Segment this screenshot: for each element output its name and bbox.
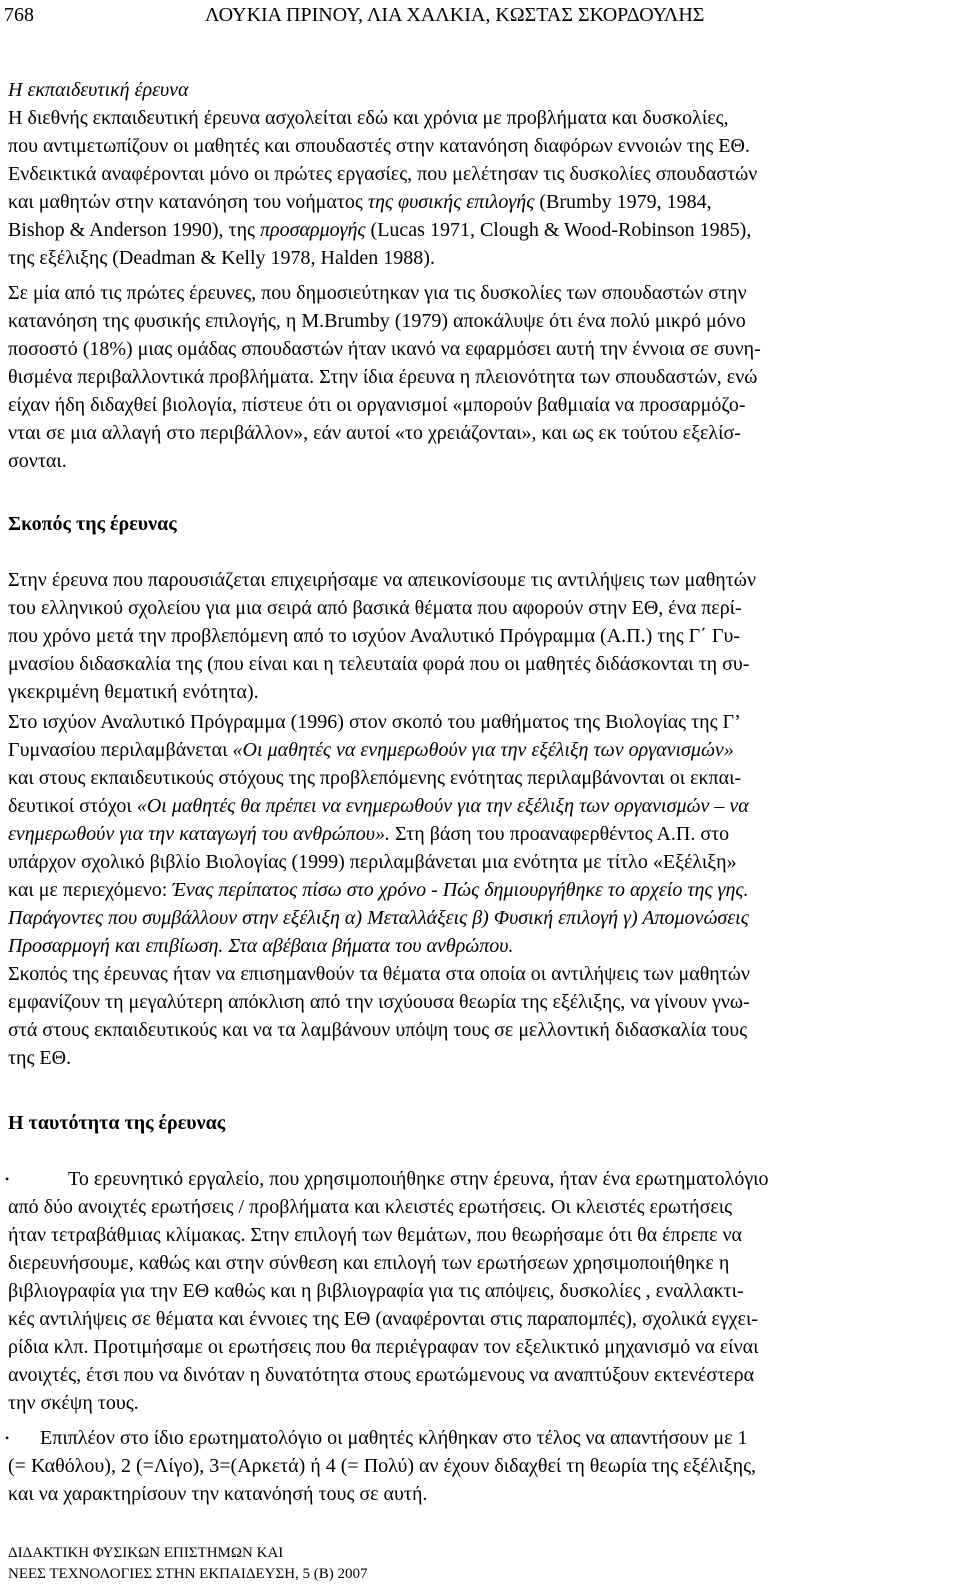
subsection-heading: Η εκπαιδευτική έρευνα [8, 79, 189, 101]
text-line: (= Καθόλου), 2 (=Λίγο), 3=(Αρκετά) ή 4 (= Πολύ) αν έχουν διδαχθεί τη θεωρία της εξέλιξης, [8, 1455, 757, 1477]
text-line: υπάρχον σχολικό βιβλίο Βιολογίας (1999) περιλαμβάνεται μια ενότητα με τίτλο «Εξέλιξη» [8, 851, 737, 873]
bullet-marker: • [5, 1172, 10, 1186]
text-line: ποσοστό (18%) μιας ομάδας σπουδαστών ήταν ικανό να εφαρμόσει αυτή την έννοια σε συνη- [8, 338, 761, 360]
text-line: της εξέλιξης (Deadman & Kelly 1978, Halden 1988). [8, 247, 435, 269]
bullet-marker: • [5, 1431, 10, 1445]
text-line: και μαθητών στην κατανόηση του νοήματος της φυσικής επιλογής (Brumby 1979, 1984, [8, 191, 712, 213]
text-line: βιβλιογραφία για την ΕΘ καθώς και η βιβλιογραφία για τις απόψεις, δυσκολίες , εναλλακτι- [8, 1280, 744, 1302]
text-line: Προσαρμογή και επιβίωση. Στα αβέβαια βήματα του ανθρώπου. [8, 935, 514, 957]
text-line: Σκοπός της έρευνας ήταν να επισημανθούν τα θέματα στα οποία οι αντιλήψεις των μαθητών [8, 963, 750, 985]
text-line: Παράγοντες που συμβάλλουν στην εξέλιξη α) Μεταλλάξεις β) Φυσική επιλογή γ) Απομονώσεις [8, 907, 749, 929]
section-heading: Η ταυτότητα της έρευνας [8, 1112, 226, 1134]
text-line: ενημερωθούν για την καταγωγή του ανθρώπου». Στη βάση του προαναφερθέντος Α.Π. στο [8, 823, 730, 845]
text-line: διερευνήσουμε, καθώς και στην σύνθεση και επιλογή των ερωτήσεων χρησιμοποιήθηκε η [8, 1252, 730, 1274]
text-line: δευτικοί στόχοι «Οι μαθητές θα πρέπει να ενημερωθούν για την εξέλιξη των οργανισμών – να [8, 795, 749, 817]
running-header-authors: ΛΟΥΚΙΑ ΠΡΙΝΟΥ, ΛΙΑ ΧΑΛΚΙΑ, ΚΩΣΤΑΣ ΣΚΟΡΔΟΥΛΗΣ [205, 4, 705, 26]
text-line: και στους εκπαιδευτικούς στόχους της προβλεπόμενης ενότητας περιλαμβάνονται οι εκπαι- [8, 767, 742, 789]
text-line: γκεκριμένη θεματική ενότητα). [8, 681, 259, 703]
text-line: στά στους εκπαιδευτικούς και να τα λαμβάνουν υπόψη τους σε μελλοντική διδασκαλία τους [8, 1019, 748, 1041]
text-line: μνασίου διδασκαλία της (που είναι και η τελευταία φορά που οι μαθητές διδάσκονται τη συ- [8, 653, 750, 675]
text-line: που χρόνο μετά την προβλεπόμενη από το ισχύον Αναλυτικό Πρόγραμμα (Α.Π.) της Γ΄ Γυ- [8, 625, 741, 647]
text-line: εμφανίζουν τη μεγαλύτερη απόκλιση από την ισχύουσα θεωρία της εξέλιξης, να γίνουν γνω- [8, 991, 750, 1013]
text-line: ήταν τετραβάθμιας κλίμακας. Στην επιλογή των θεμάτων, που θεωρήσαμε ότι θα έπρεπε να [8, 1224, 743, 1246]
text-line: και να χαρακτηρίσουν την κατανόησή τους σε αυτή. [8, 1483, 428, 1505]
text-line: Το ερευνητικό εργαλείο, που χρησιμοποιήθηκε στην έρευνα, ήταν ένα ερωτηματολόγιο [68, 1168, 769, 1190]
text-line: νται σε μια αλλαγή στο περιβάλλον», εάν αυτοί «το χρειάζονται», και ως εκ τούτου εξελίσ- [8, 422, 741, 444]
journal-footer-line: ΔΙΔΑΚΤΙΚΗ ΦΥΣΙΚΩΝ ΕΠΙΣΤΗΜΩΝ ΚΑΙ [8, 1545, 284, 1561]
page-number: 768 [4, 4, 34, 26]
text-line: την σκέψη τους. [8, 1392, 139, 1414]
journal-footer-line: ΝΕΕΣ ΤΕΧΝΟΛΟΓΙΕΣ ΣΤΗΝ ΕΚΠΑΙΔΕΥΣΗ, 5 (Β) 2007 [8, 1566, 368, 1582]
text-line: της ΕΘ. [8, 1047, 72, 1069]
text-line: σονται. [8, 450, 67, 472]
text-line: Γυμνασίου περιλαμβάνεται «Οι μαθητές να ενημερωθούν για την εξέλιξη των οργανισμών» [8, 739, 734, 761]
text-line: ανοιχτές, έτσι που να δινόταν η δυνατότητα στους ερωτώμενους να αναπτύξουν εκτενέστερα [8, 1364, 755, 1386]
text-line: ρίδια κλπ. Προτιμήσαμε οι ερωτήσεις που θα περιέγραφαν τον εξελικτικό μηχανισμό να είναι [8, 1336, 759, 1358]
text-line: Η διεθνής εκπαιδευτική έρευνα ασχολείται εδώ και χρόνια με προβλήματα και δυσκολίες, [8, 107, 729, 129]
text-line: είχαν ήδη διδαχθεί βιολογία, πίστευε ότι οι οργανισμοί «μπορούν βαθμιαία να προσαρμόζο- [8, 394, 746, 416]
text-line: Στην έρευνα που παρουσιάζεται επιχειρήσαμε να απεικονίσουμε τις αντιλήψεις των μαθητών [8, 569, 756, 591]
section-heading: Σκοπός της έρευνας [8, 513, 177, 535]
text-line: Σε μία από τις πρώτες έρευνες, που δημοσιεύτηκαν για τις δυσκολίες των σπουδαστών στην [8, 282, 747, 304]
text-line: που αντιμετωπίζουν οι μαθητές και σπουδαστές στην κατανόηση διαφόρων εννοιών της ΕΘ. [8, 135, 750, 157]
text-line: Bishop & Anderson 1990), της προσαρμογής (Lucas 1971, Clough & Wood-Robinson 1985), [8, 219, 752, 241]
text-line: Ενδεικτικά αναφέρονται μόνο οι πρώτες εργασίες, που μελέτησαν τις δυσκολίες σπουδαστών [8, 163, 758, 185]
text-line: και με περιεχόμενο: Ένας περίπατος πίσω στο χρόνο - Πώς δημιουργήθηκε το αρχείο της γης. [8, 879, 749, 901]
text-line: από δύο ανοιχτές ερωτήσεις / προβλήματα και κλειστές ερωτήσεις. Οι κλειστές ερωτήσεις [8, 1196, 733, 1218]
text-line: κές αντιλήψεις σε θέματα και έννοιες της ΕΘ (αναφέρονται στις παραπομπές), σχολικά εγχει- [8, 1308, 758, 1330]
text-line: του ελληνικού σχολείου για μια σειρά από βασικά θέματα που αφορούν στην ΕΘ, ένα περί- [8, 597, 742, 619]
text-line: κατανόηση της φυσικής επιλογής, η M.Brumby (1979) αποκάλυψε ότι ένα πολύ μικρό μόνο [8, 310, 746, 332]
text-line: Επιπλέον στο ίδιο ερωτηματολόγιο οι μαθητές κλήθηκαν στο τέλος να απαντήσουν με 1 [40, 1427, 748, 1449]
text-line: θισμένα περιβαλλοντικά προβλήματα. Στην ίδια έρευνα η πλειονότητα των σπουδαστών, ενώ [8, 366, 758, 388]
text-line: Στο ισχύον Αναλυτικό Πρόγραμμα (1996) στον σκοπό του μαθήματος της Βιολογίας της Γ’ [8, 711, 741, 733]
